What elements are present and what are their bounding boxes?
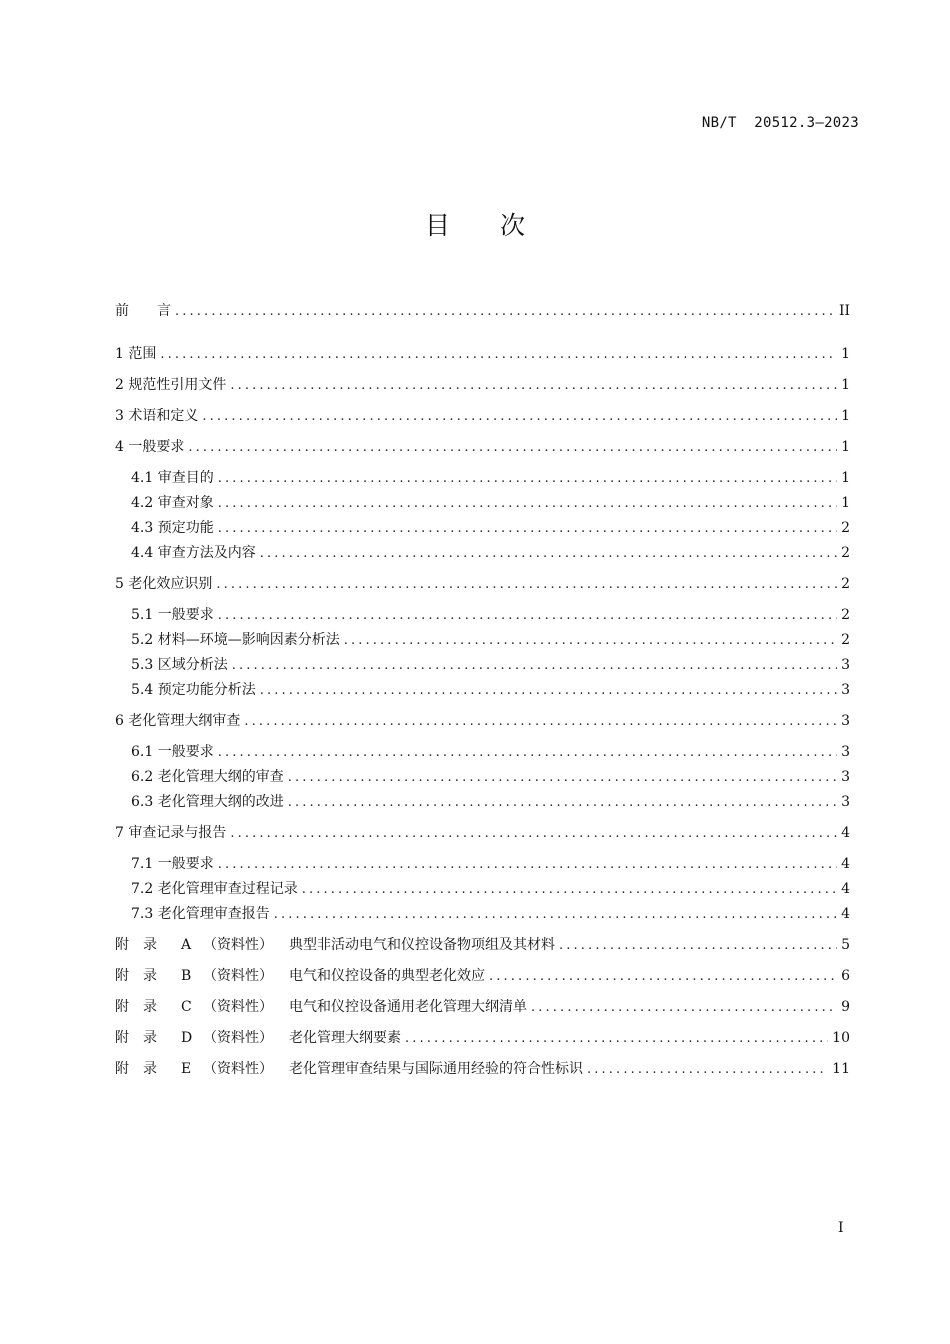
appendix-type: （资料性）: [203, 937, 273, 953]
toc-entry-page: 3: [841, 744, 850, 760]
toc-dot-leader: [230, 823, 837, 845]
toc-dot-leader: [218, 854, 837, 876]
toc-entry[interactable]: [131, 517, 850, 539]
standard-code-header: NB/T 20512.3—2023: [701, 115, 859, 131]
toc-entry-label: 6.1 一般要求: [131, 744, 214, 760]
toc-appendix-entry[interactable]: [115, 996, 850, 1018]
appendix-page: 10: [832, 1030, 850, 1046]
appendix-type: （资料性）: [203, 968, 273, 984]
toc-entry-label: 5 老化效应识别: [115, 576, 213, 592]
toc-dot-leader: [260, 680, 837, 702]
toc-entry-page: 1: [841, 408, 850, 424]
appendix-label: [115, 1027, 401, 1049]
toc-entry-page: 1: [841, 439, 850, 455]
toc-entry-page: 1: [841, 346, 850, 362]
toc-entry[interactable]: [131, 766, 850, 788]
toc-entry-label: 6.2 老化管理大纲的审查: [131, 769, 284, 785]
toc-entry-page: II: [838, 303, 850, 319]
toc-entry[interactable]: [131, 604, 850, 626]
toc-entry[interactable]: [115, 405, 850, 427]
toc-dot-leader: [230, 375, 837, 397]
appendix-label: [115, 996, 527, 1018]
toc-entry[interactable]: [115, 436, 850, 458]
appendix-title: 老化管理审查结果与国际通用经验的符合性标识: [289, 1061, 583, 1077]
toc-appendix-entry[interactable]: [115, 1058, 850, 1080]
appendix-word: 附 录: [115, 999, 157, 1015]
appendix-page: 6: [841, 968, 850, 984]
toc-entry-label: 4.1 审查目的: [131, 470, 214, 486]
appendix-title: 电气和仪控设备的典型老化效应: [289, 968, 485, 984]
toc-entry-label: 7.1 一般要求: [131, 856, 214, 872]
toc-entry[interactable]: [131, 741, 850, 763]
toc-entry-label: 7.2 老化管理审查过程记录: [131, 881, 298, 897]
toc-entry-label: 6 老化管理大纲审查: [115, 713, 241, 729]
toc-entry-page: 2: [841, 607, 850, 623]
toc-entry-page: 3: [841, 769, 850, 785]
toc-entry-page: 4: [841, 825, 850, 841]
appendix-title: 典型非活动电气和仪控设备物项组及其材料: [289, 937, 555, 953]
toc-dot-leader: [218, 493, 837, 515]
toc-entry-page: 3: [841, 657, 850, 673]
appendix-title: 电气和仪控设备通用老化管理大纲清单: [289, 999, 527, 1015]
toc-entry[interactable]: [131, 853, 850, 875]
toc-entry-label: 5.1 一般要求: [131, 607, 214, 623]
toc-dot-leader: [260, 543, 837, 565]
toc-dot-leader: [188, 437, 837, 459]
appendix-label: [115, 965, 485, 987]
toc-entry-label: 5.3 区域分析法: [131, 657, 228, 673]
toc-entry-label: 4 一般要求: [115, 439, 185, 455]
appendix-type: （资料性）: [203, 1061, 273, 1077]
appendix-word: 附 录: [115, 937, 157, 953]
appendix-letter: A: [181, 937, 192, 953]
toc-dot-leader: [344, 630, 837, 652]
appendix-letter: E: [181, 1061, 192, 1077]
appendix-word: 附 录: [115, 968, 157, 984]
toc-entry[interactable]: [131, 654, 850, 676]
toc-dot-leader: [559, 935, 837, 957]
appendix-word: 附 录: [115, 1061, 157, 1077]
appendix-type: （资料性）: [203, 1030, 273, 1046]
toc-entry[interactable]: [131, 791, 850, 813]
appendix-label: [115, 1058, 583, 1080]
toc-entry-label: 前 言: [115, 303, 171, 319]
toc-entry-page: 3: [841, 794, 850, 810]
toc-dot-leader: [175, 301, 835, 323]
toc-entry-page: 2: [841, 576, 850, 592]
toc-entry-page: 3: [841, 682, 850, 698]
toc-dot-leader: [244, 711, 837, 733]
toc-dot-leader: [218, 742, 837, 764]
toc-entry[interactable]: [131, 679, 850, 701]
toc-entry-page: 2: [841, 632, 850, 648]
appendix-letter: C: [181, 999, 192, 1015]
toc-entry-label: 2 规范性引用文件: [115, 377, 227, 393]
toc-dot-leader: [288, 767, 837, 789]
toc-entry[interactable]: [131, 629, 850, 651]
toc-dot-leader: [288, 792, 837, 814]
toc-dot-leader: [232, 655, 837, 677]
toc-dot-leader: [405, 1028, 828, 1050]
toc-entry-page: 2: [841, 545, 850, 561]
toc-entry-page: 1: [841, 495, 850, 511]
toc-entry[interactable]: [131, 492, 850, 514]
page-title: 目 次: [424, 211, 525, 240]
toc-entry-page: 4: [841, 881, 850, 897]
toc-entry[interactable]: [115, 343, 850, 365]
toc-entry-label: 4.4 审查方法及内容: [131, 545, 256, 561]
toc-entry-label: 4.2 审查对象: [131, 495, 214, 511]
toc-entry-page: 4: [841, 856, 850, 872]
appendix-word: 附 录: [115, 1030, 157, 1046]
toc-entry[interactable]: [131, 878, 850, 900]
toc-entry[interactable]: [115, 822, 850, 844]
appendix-letter: B: [181, 968, 192, 984]
appendix-page: 11: [832, 1061, 850, 1077]
toc-entry[interactable]: [115, 374, 850, 396]
toc-appendix-entry[interactable]: [115, 1027, 850, 1049]
toc-entry-page: 2: [841, 520, 850, 536]
toc-dot-leader: [218, 468, 837, 490]
appendix-page: 5: [841, 937, 850, 953]
toc-entry[interactable]: [131, 542, 850, 564]
appendix-letter: D: [181, 1030, 193, 1046]
appendix-title: 老化管理大纲要素: [289, 1030, 401, 1046]
toc-entry-page: 1: [841, 470, 850, 486]
toc-dot-leader: [489, 966, 837, 988]
toc-dot-leader: [302, 879, 837, 901]
toc-entry[interactable]: [115, 573, 850, 595]
toc-entry[interactable]: [131, 903, 850, 925]
toc-appendix-entry[interactable]: [115, 934, 850, 956]
appendix-type: （资料性）: [203, 999, 273, 1015]
toc-entry-label: 5.2 材料—环境—影响因素分析法: [131, 632, 340, 648]
toc-dot-leader: [218, 518, 837, 540]
toc-dot-leader: [216, 574, 837, 596]
toc-entry-label: 6.3 老化管理大纲的改进: [131, 794, 284, 810]
toc-dot-leader: [274, 904, 837, 926]
toc-dot-leader: [531, 997, 837, 1019]
toc-entry[interactable]: [115, 300, 850, 322]
toc-entry-page: 3: [841, 713, 850, 729]
toc-entry-page: 1: [841, 377, 850, 393]
toc-dot-leader: [218, 605, 837, 627]
toc-entry-label: 7 审查记录与报告: [115, 825, 227, 841]
toc-entry-page: 4: [841, 906, 850, 922]
toc-entry-label: 1 范围: [115, 346, 157, 362]
page-number: I: [838, 1220, 844, 1236]
toc-dot-leader: [160, 344, 837, 366]
toc-dot-leader: [587, 1059, 828, 1081]
toc-entry-label: 5.4 预定功能分析法: [131, 682, 256, 698]
toc-entry-label: 4.3 预定功能: [131, 520, 214, 536]
toc-entry[interactable]: [115, 710, 850, 732]
toc-entry-label: 7.3 老化管理审查报告: [131, 906, 270, 922]
toc-appendix-entry[interactable]: [115, 965, 850, 987]
appendix-label: [115, 934, 555, 956]
toc-dot-leader: [202, 406, 837, 428]
appendix-page: 9: [841, 999, 850, 1015]
toc-entry-label: 3 术语和定义: [115, 408, 199, 424]
toc-entry[interactable]: [131, 467, 850, 489]
